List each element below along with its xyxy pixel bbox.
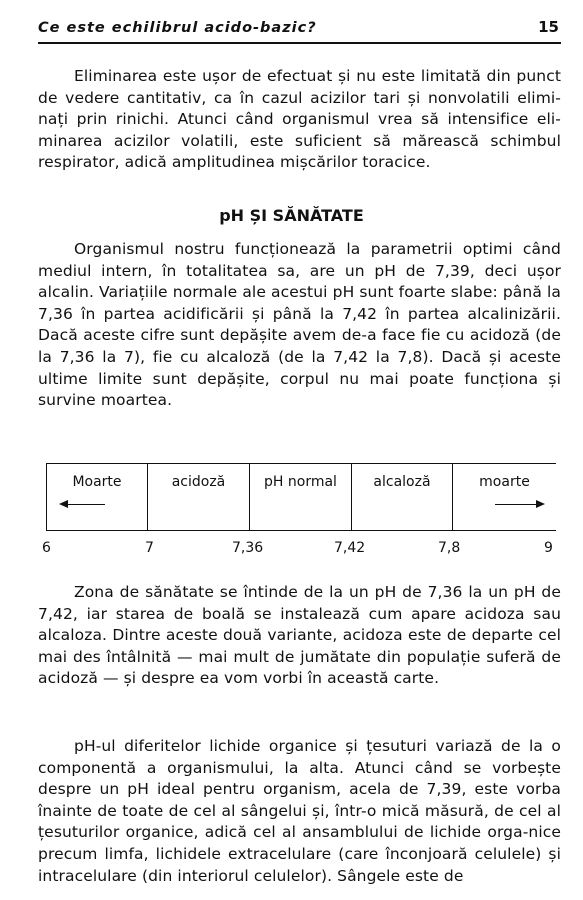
arrow-left-icon [61, 504, 105, 505]
ph-boundary-label: 7,42 [334, 540, 366, 556]
ph-zone-label: acidoză [171, 474, 226, 490]
ph-boundary-label: 7 [145, 540, 154, 556]
ph-boundary-label: 7,8 [438, 540, 461, 556]
ph-scale-diagram [46, 463, 556, 531]
paragraph-3: Zona de sănătate se întinde de la un pH de 7,36 la un pH de 7,42, iar starea de boală se instalează cum apare acidoza sau alcaloza. Dintre aceste două variante, acidoza este de departe cel mai des întâlnită — mai mult de jumătate din populație suferă de acidoză — și despre ea vom vorbi în această carte. [38, 583, 561, 688]
paragraph-1: Eliminarea este ușor de efectuat și nu este limitată din punct de vedere cantitativ, ca în cazul acizilor tari și nonvolatili elimi-nați prin rinichi. Atunci când organismul vrea să intensifice eli-minarea acizilor volatili, este suficient să mărească schimbul respirator, adică amplitudinea mișcărilor toracice. [38, 67, 561, 172]
ph-boundary-label: 6 [42, 540, 51, 556]
paragraph-2-container [38, 239, 561, 412]
ph-zone-death-acid [47, 464, 148, 530]
page-number: 15 [538, 18, 559, 36]
paragraph-2: Organismul nostru funcționează la parametrii optimi când mediul intern, în totalitatea sa, are un pH de 7,39, deci ușor alcalin. Variațiile normale ale acestui pH sunt foarte slabe: până la 7,36 în partea acidificării și până la 7,42 în partea alcalinizării. Dacă aceste cifre sunt depășite avem de-a face fie cu acidoză (de la 7,36 la 7), fie cu alcaloză (de la 7,42 la 7,8). Dacă și aceste ultime limite sunt depășite, corpul nu mai poate funcționa și survine moartea. [38, 240, 561, 410]
ph-zone-death-alkaline [453, 464, 556, 530]
running-title: Ce este echilibrul acido-bazic? [38, 20, 317, 36]
ph-zone-label: moarte [479, 474, 530, 490]
ph-zone-acidosis [148, 464, 250, 530]
ph-boundary-label: 9 [544, 540, 553, 556]
ph-zone-label: Moarte [72, 474, 122, 490]
paragraph-3-container [38, 582, 561, 690]
ph-zone-normal [250, 464, 352, 530]
ph-boundary-label: 7,36 [232, 540, 264, 556]
arrow-right-icon [495, 504, 543, 505]
paragraph-1-container [38, 66, 561, 174]
ph-zone-label: pH normal [264, 474, 337, 490]
ph-zone-alkalosis [352, 464, 453, 530]
paragraph-4: pH-ul diferitelor lichide organice și țesuturi variază de la o componentă a organismului, la alta. Atunci când se vorbește despre un pH ideal pentru organism, acela de 7,39, este vorba înainte de toate de cel al sângelui și, într-o mică măsură, de cel al țesuturilor organice, adică cel al ansamblului de lichide orga-nice precum limfa, lichidele extracelulare (care înconjoară celulele) și intracelulare (din interiorul celulelor). Sângele este de [38, 737, 561, 885]
page-header [38, 18, 561, 44]
paragraph-4-container [38, 736, 561, 887]
section-title: pH ȘI SĂNĂTATE [219, 206, 364, 225]
ph-zone-label: alcaloză [373, 474, 431, 490]
